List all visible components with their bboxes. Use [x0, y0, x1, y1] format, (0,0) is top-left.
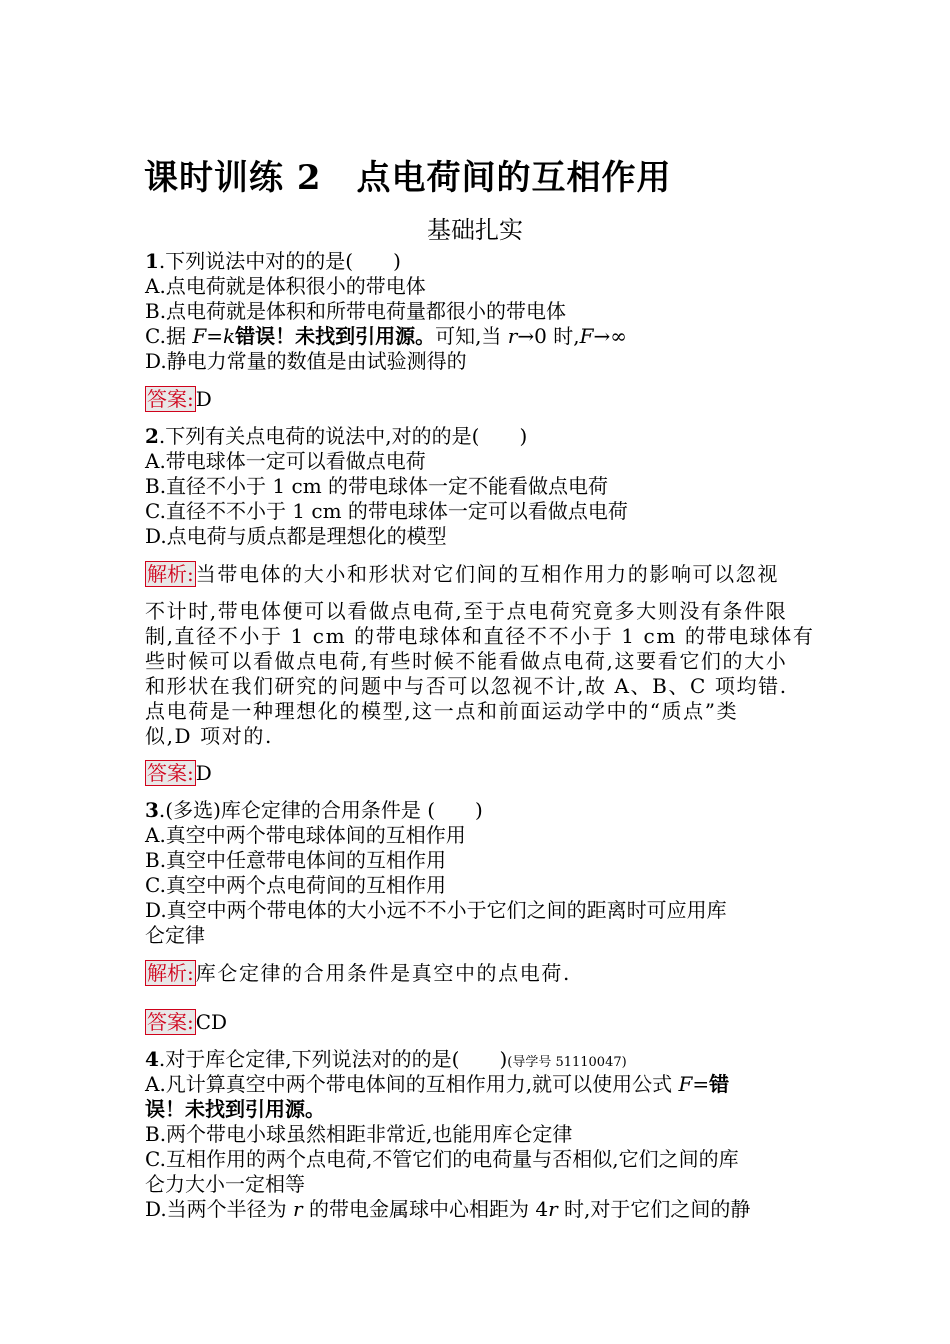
answer-tag: 答案: [147, 387, 194, 411]
q4-a-prefix: A.凡计算真空中两个带电体间的互相作用力,就可以使用公式 [145, 1072, 679, 1096]
q4-option-c: C.互相作用的两个点电荷,不管它们的电荷量与否相似,它们之间的库 [145, 1147, 739, 1171]
q2-option-b: B.直径不小于 1 cm 的带电球体一定不能看做点电荷 [145, 474, 609, 498]
q4-option-b: B.两个带电小球虽然相距非常近,也能用库仑定律 [145, 1122, 573, 1146]
q3-analysis [145, 961, 571, 986]
q3-option-d: D.真空中两个带电体的大小远不不小于它们之间的距离时可应用库 [145, 898, 727, 922]
q2-analysis-text: 当带电体的大小和形状对它们间的互相作用力的影响可以忽视 [195, 562, 779, 586]
q4-option-c-cont: 仑力大小一定相等 [145, 1172, 305, 1196]
q4-option-a [145, 1072, 729, 1097]
q1-stem-text: .下列说法中对的的是( ) [158, 249, 401, 273]
analysis-tag: 解析: [147, 961, 194, 985]
q1-c-F: F [579, 324, 594, 348]
answer-tag: 答案: [147, 761, 194, 785]
answer-tag: 答案: [147, 1010, 194, 1034]
q2-analysis-line: 不计时,带电体便可以看做点电荷,至于点电荷究竟多大则没有条件限 [145, 599, 788, 623]
q2-answer-value: D [195, 761, 212, 785]
q1-c-r: r [507, 324, 518, 348]
q2-analysis-line [145, 562, 779, 587]
q1-c-mid: 可知,当 [435, 324, 508, 348]
q1-c-inf: →∞ [593, 324, 627, 348]
q3-analysis-text: 库仑定律的合用条件是真空中的点电荷. [195, 961, 571, 985]
q2-option-d: D.点电荷与质点都是理想化的模型 [145, 524, 447, 548]
q3-option-a: A.真空中两个带电球体间的互相作用 [145, 823, 466, 847]
q3-stem-text: .(多选)库仑定律的合用条件是 ( ) [158, 798, 483, 822]
q3-number: 3 [145, 798, 159, 822]
q1-c-prefix: C.据 [145, 324, 193, 348]
q4-reference-number: (导学号 51110047) [507, 1055, 627, 1070]
q2-option-a: A.带电球体一定可以看做点电荷 [145, 449, 426, 473]
q2-answer [145, 761, 212, 786]
q4-d-mid: 的带电金属球中心相距为 4 [302, 1197, 549, 1221]
q4-number: 4 [145, 1047, 159, 1071]
q4-stem [145, 1047, 627, 1075]
q4-d-suffix: 时,对于它们之间的静 [557, 1197, 751, 1221]
q2-option-c: C.直径不不小于 1 cm 的带电球体一定可以看做点电荷 [145, 499, 628, 523]
q2-analysis-line: 和形状在我们研究的问题中与否可以忽视不计,故 A、B、C 项均错. [145, 674, 788, 698]
q2-stem [145, 424, 527, 449]
q3-answer-value: CD [195, 1010, 228, 1034]
q3-option-d-cont: 仑定律 [145, 923, 205, 947]
q1-option-b: B.点电荷就是体积和所带电荷量都很小的带电体 [145, 299, 567, 323]
analysis-tag: 解析: [147, 562, 194, 586]
q1-c-formula: F=k [192, 324, 236, 348]
q1-option-d: D.静电力常量的数值是由试验测得的 [145, 349, 467, 373]
q1-c-error: 错误！未找到引用源。 [235, 324, 436, 348]
q4-option-a-cont: 误！未找到引用源。 [145, 1097, 325, 1121]
q2-analysis-line: 似,D 项对的. [145, 724, 273, 748]
q4-option-d [145, 1197, 750, 1222]
q2-stem-text: .下列有关点电荷的说法中,对的的是( ) [158, 424, 528, 448]
q1-option-a: A.点电荷就是体积很小的带电体 [145, 274, 426, 298]
q4-a-error: 错 [709, 1072, 730, 1096]
q3-option-c: C.真空中两个点电荷间的互相作用 [145, 873, 446, 897]
q4-d-r: r [293, 1197, 303, 1221]
q4-a-eq: = [692, 1072, 710, 1096]
q1-answer-value: D [195, 387, 212, 411]
q2-analysis-line: 些时候可以看做点电荷,有些时候不能看做点电荷,这要看它们的大小 [145, 649, 788, 673]
page-title: 课时训练 2 点电荷间的互相作用 [144, 158, 672, 198]
q1-c-arrow: →0 时, [517, 324, 580, 348]
q1-option-c [145, 324, 627, 349]
q1-number: 1 [145, 249, 159, 273]
q4-a-F: F [678, 1072, 693, 1096]
q1-answer [145, 387, 212, 412]
q4-stem-text: .对于库仑定律,下列说法对的的是( ) [158, 1047, 508, 1071]
q1-stem [145, 249, 401, 274]
q2-analysis-line: 点电荷是一种理想化的模型,这一点和前面运动学中的“质点”类 [145, 699, 739, 723]
section-subtitle: 基础扎实 [427, 216, 523, 244]
q3-option-b: B.真空中任意带电体间的互相作用 [145, 848, 447, 872]
q2-analysis-line: 制,直径不小于 1 cm 的带电球体和直径不不小于 1 cm 的带电球体有 [145, 624, 815, 648]
q2-number: 2 [145, 424, 159, 448]
q4-d-r2: r [548, 1197, 558, 1221]
q3-stem [145, 798, 483, 823]
q3-answer [145, 1010, 227, 1035]
q4-d-prefix: D.当两个半径为 [145, 1197, 294, 1221]
